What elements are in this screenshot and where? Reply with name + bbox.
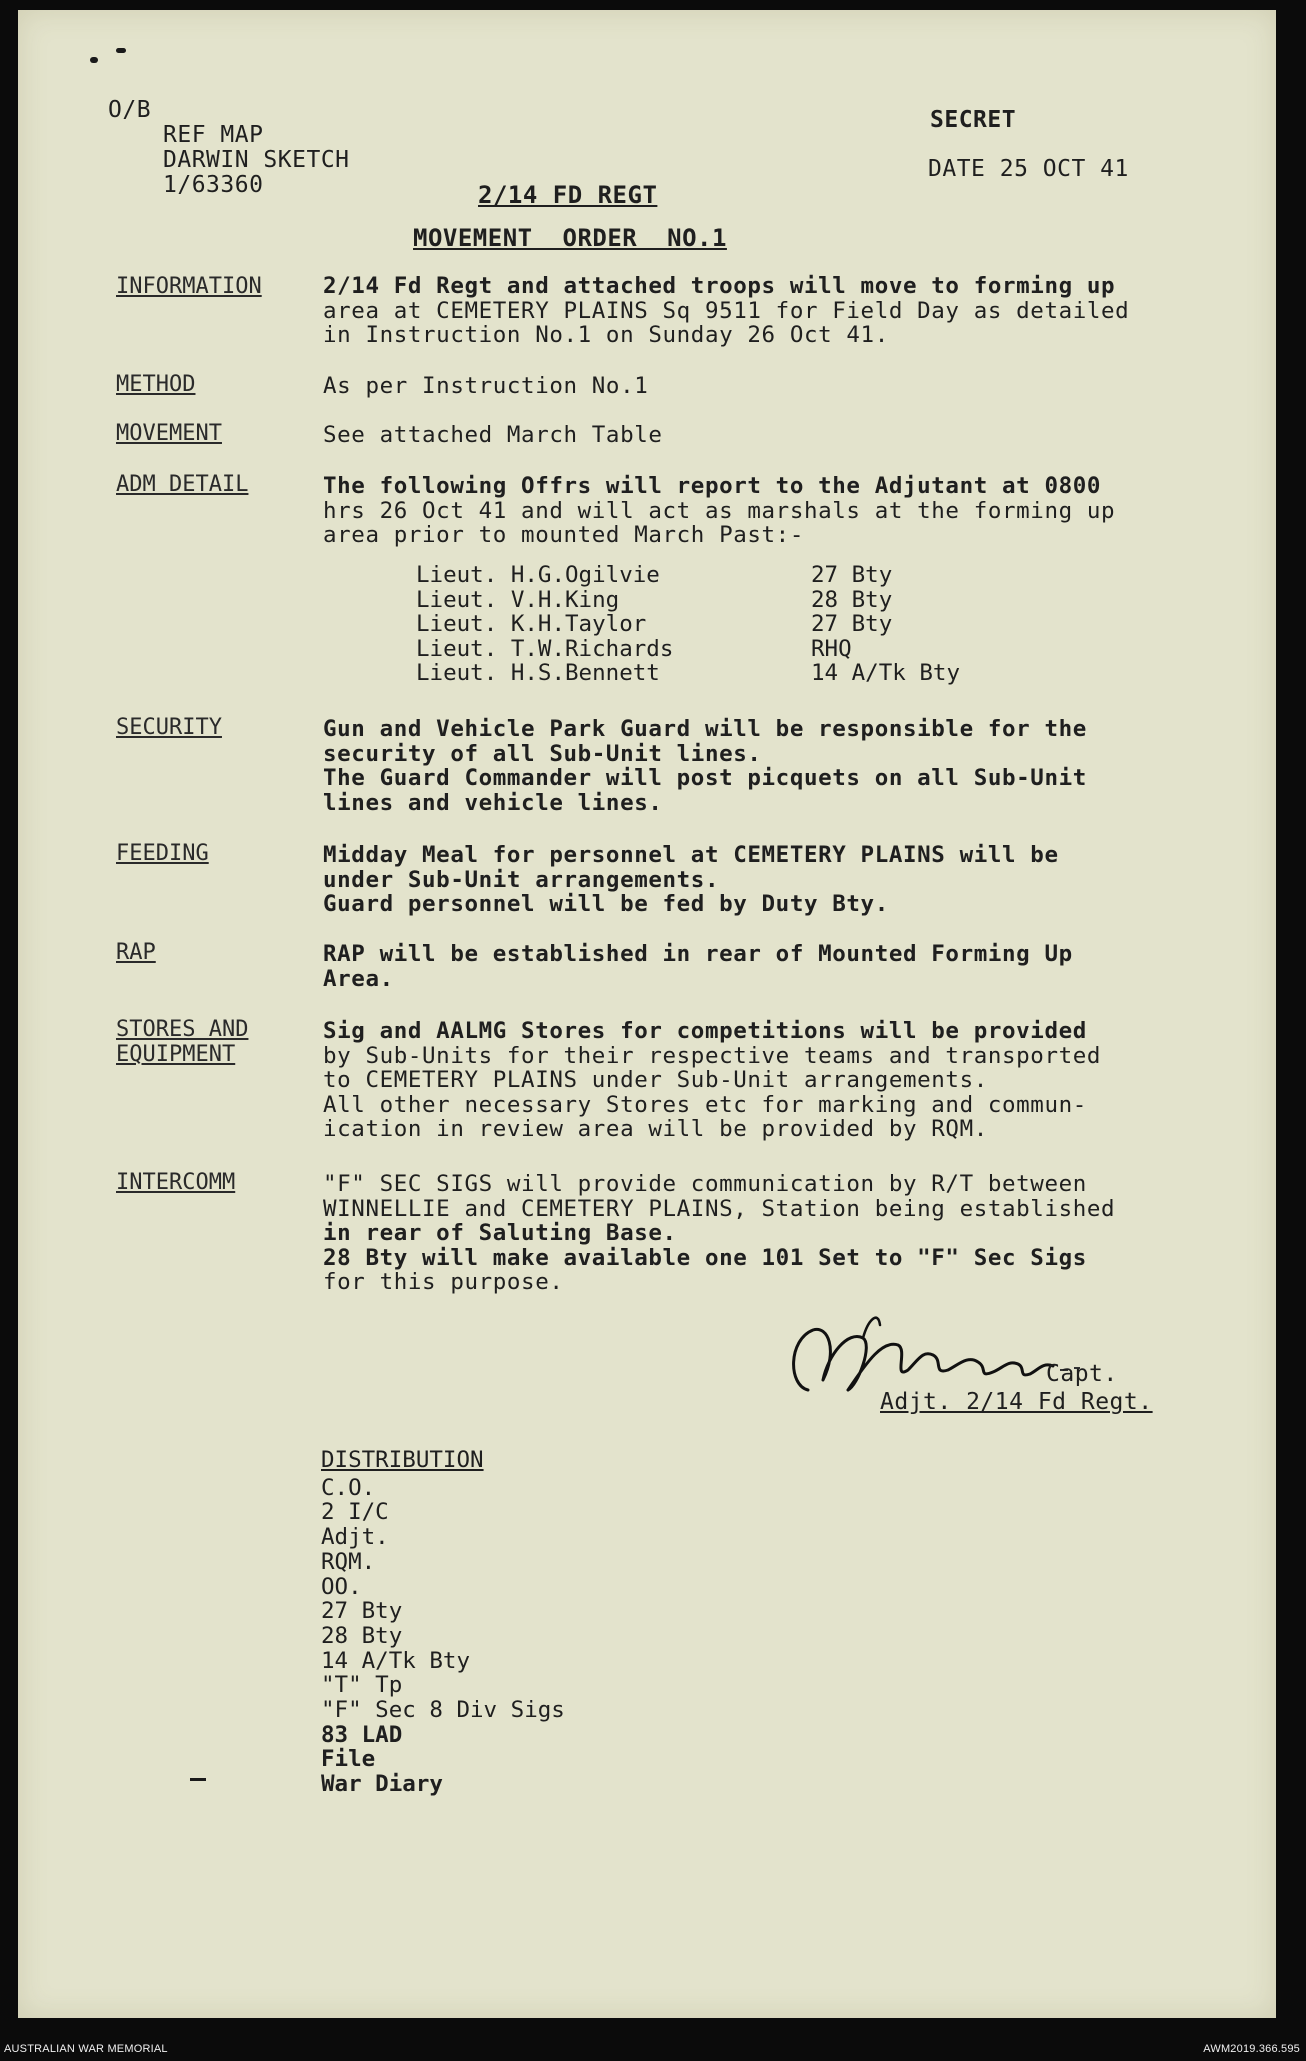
footer-credit: AUSTRALIAN WAR MEMORIAL [4,2043,168,2055]
section-body-method: As per Instruction No.1 [323,373,649,399]
distribution-item: 14 A/Tk Bty [321,1647,471,1674]
distribution-item: 28 Bty [321,1622,403,1649]
section-body-rap: RAP will be established in rear of Mounted Forming Up Area. [323,941,1073,992]
distribution-item: File [321,1746,376,1773]
distribution-heading: DISTRIBUTION [321,1447,484,1473]
distribution-item: Adjt. [321,1524,389,1551]
unit-heading: 2/14 FD REGT [478,181,658,209]
section-label-stores-equipment: STORES AND EQUIPMENT [116,1017,249,1067]
signatory-appointment: Adjt. 2/14 Fd Regt. [880,1389,1153,1415]
ref-scale-line: 1/63360 [163,172,264,198]
section-label-adm-detail: ADM DETAIL [116,472,249,497]
section-label-feeding: FEEDING [116,841,209,866]
footer-accession-number: AWM2019.366.595 [1203,2043,1300,2055]
section-body-intercomm: "F" SEC SIGS will provide communication by R/T between WINNELLIE and CEMETERY PLAINS, Station being established in rear of Saluting Base. 28 Bty will make available one 101 Set to "F" Sec Sigs for this purpose. [323,1171,1116,1295]
section-label-security: SECURITY [116,715,222,740]
section-label-movement: MOVEMENT [116,421,222,446]
distribution-item: "T" Tp [321,1672,403,1699]
classification: SECRET [930,107,1017,133]
distribution-item: 2 I/C [321,1499,389,1526]
distribution-item: 27 Bty [321,1598,403,1625]
section-label-rap: RAP [116,940,156,965]
section-body-security: Gun and Vehicle Park Guard will be responsible for the security of all Sub-Unit lines. The Guard Commander will post picquets on all Sub-Unit lines and vehicle lines. [323,716,1087,816]
ink-mark [90,57,98,63]
section-label-intercomm: INTERCOMM [116,1170,236,1195]
section-body-information: 2/14 Fd Regt and attached troops will move to forming up area at CEMETERY PLAINS Sq 9511 for Field Day as detailed in Instruction No.1 on Sunday 26 Oct 41. [323,273,1130,348]
distribution-item: War Diary [321,1771,443,1798]
section-body-stores-equipment: Sig and AALMG Stores for competitions will be provided by Sub-Units for their respective teams and transported to CEMETERY PLAINS under Sub-Unit arrangements. All other necessary Stores etc for marking and commun- ication in review area will be provided by RQM. [323,1018,1102,1142]
signatory-rank: Capt. [1046,1361,1118,1387]
distribution-item: 83 LAD [321,1721,403,1748]
distribution-item: "F" Sec 8 Div Sigs [321,1697,565,1724]
distribution-item: C.O. [321,1474,376,1501]
section-body-feeding: Midday Meal for personnel at CEMETERY PLAINS will be under Sub-Unit arrangements. Guard personnel will be fed by Duty Bty. [323,842,1059,917]
document-date: DATE 25 OCT 41 [928,156,1129,182]
distribution-item: OO. [321,1573,362,1600]
ink-mark [190,1778,206,1781]
document-page: O/B REF MAP DARWIN SKETCH 1/63360 SECRET DATE 25 OCT 41 2/14 FD REGT MOVEMENT ORDER NO.1 INFORMATION 2/14 Fd Regt and attached troops will move to forming up area at CEMETERY PLAINS Sq 9511 for Field Day as detailed in Instruction No.1 on Sunday 26 Oct 41. METHOD As per Instruction No.1 MOVEMENT See attached March Table ADM DETAIL The following Offrs will report to the Adjutant at 0800 hrs 26 Oct 41 and will act as marshals at the forming up area prior to mounted March Past:- Lieut. H.G.Ogilvie 27 Bty Lieut. V.H.King 28 Bty Lieut. K.H.Taylor 27 Bty Lieut. T.W.Richards RHQ Lieut. H.S.Bennett 14 A/Tk Bty SECURITY Gun and Vehicle Park Guard will be responsible for the security of all Sub-Unit lines. The Guard Commander will post picquets on all Sub-Unit lines and vehicle lines. FEEDING Midday Meal for personnel at CEMETERY PLAINS will be under Sub-Unit arrangements. Guard personnel will be fed by Duty Bty. RAP RAP will be established in rear of Mounted Forming Up Area. STORES AND EQUIPMENT Sig and AALMG Stores for competitions will be provided by Sub-Units for their respective teams and transported to CEMETERY PLAINS under Sub-Unit arrangements. All other necessary Stores etc for marking and commun- ication in review area will be provided by RQM. INTERCOMM "F" SEC SIGS will provide communication by R/T between WINNELLIE and CEMETERY PLAINS, Station being established in rear of Saluting Base. 28 Bty will make available one 101 Set to "F" Sec Sigs for this purpose. Capt. Adjt. 2/14 Fd Regt. DISTRIBUTION C.O. 2 I/C Adjt. RQM. OO. 27 Bty 28 Bty 14 A/Tk Bty "T" Tp "F" Sec 8 Div Sigs 83 LAD File War Diary [18,10,1276,2018]
section-body-movement: See attached March Table [323,422,663,448]
distribution-item: RQM. [321,1548,376,1575]
ink-mark [116,48,126,53]
section-label-method: METHOD [116,372,196,397]
section-label-information: INFORMATION [116,274,262,299]
distribution-list [321,1448,565,1797]
ob-mark: O/B [108,97,152,123]
ref-map-line: REF MAP [163,122,264,148]
section-body-adm-detail: The following Offrs will report to the Adjutant at 0800 hrs 26 Oct 41 and will act as marshals at the forming up area prior to mounted March Past:- [323,473,1116,548]
ref-sketch-line: DARWIN SKETCH [163,147,350,173]
document-title: MOVEMENT ORDER NO.1 [413,224,727,252]
